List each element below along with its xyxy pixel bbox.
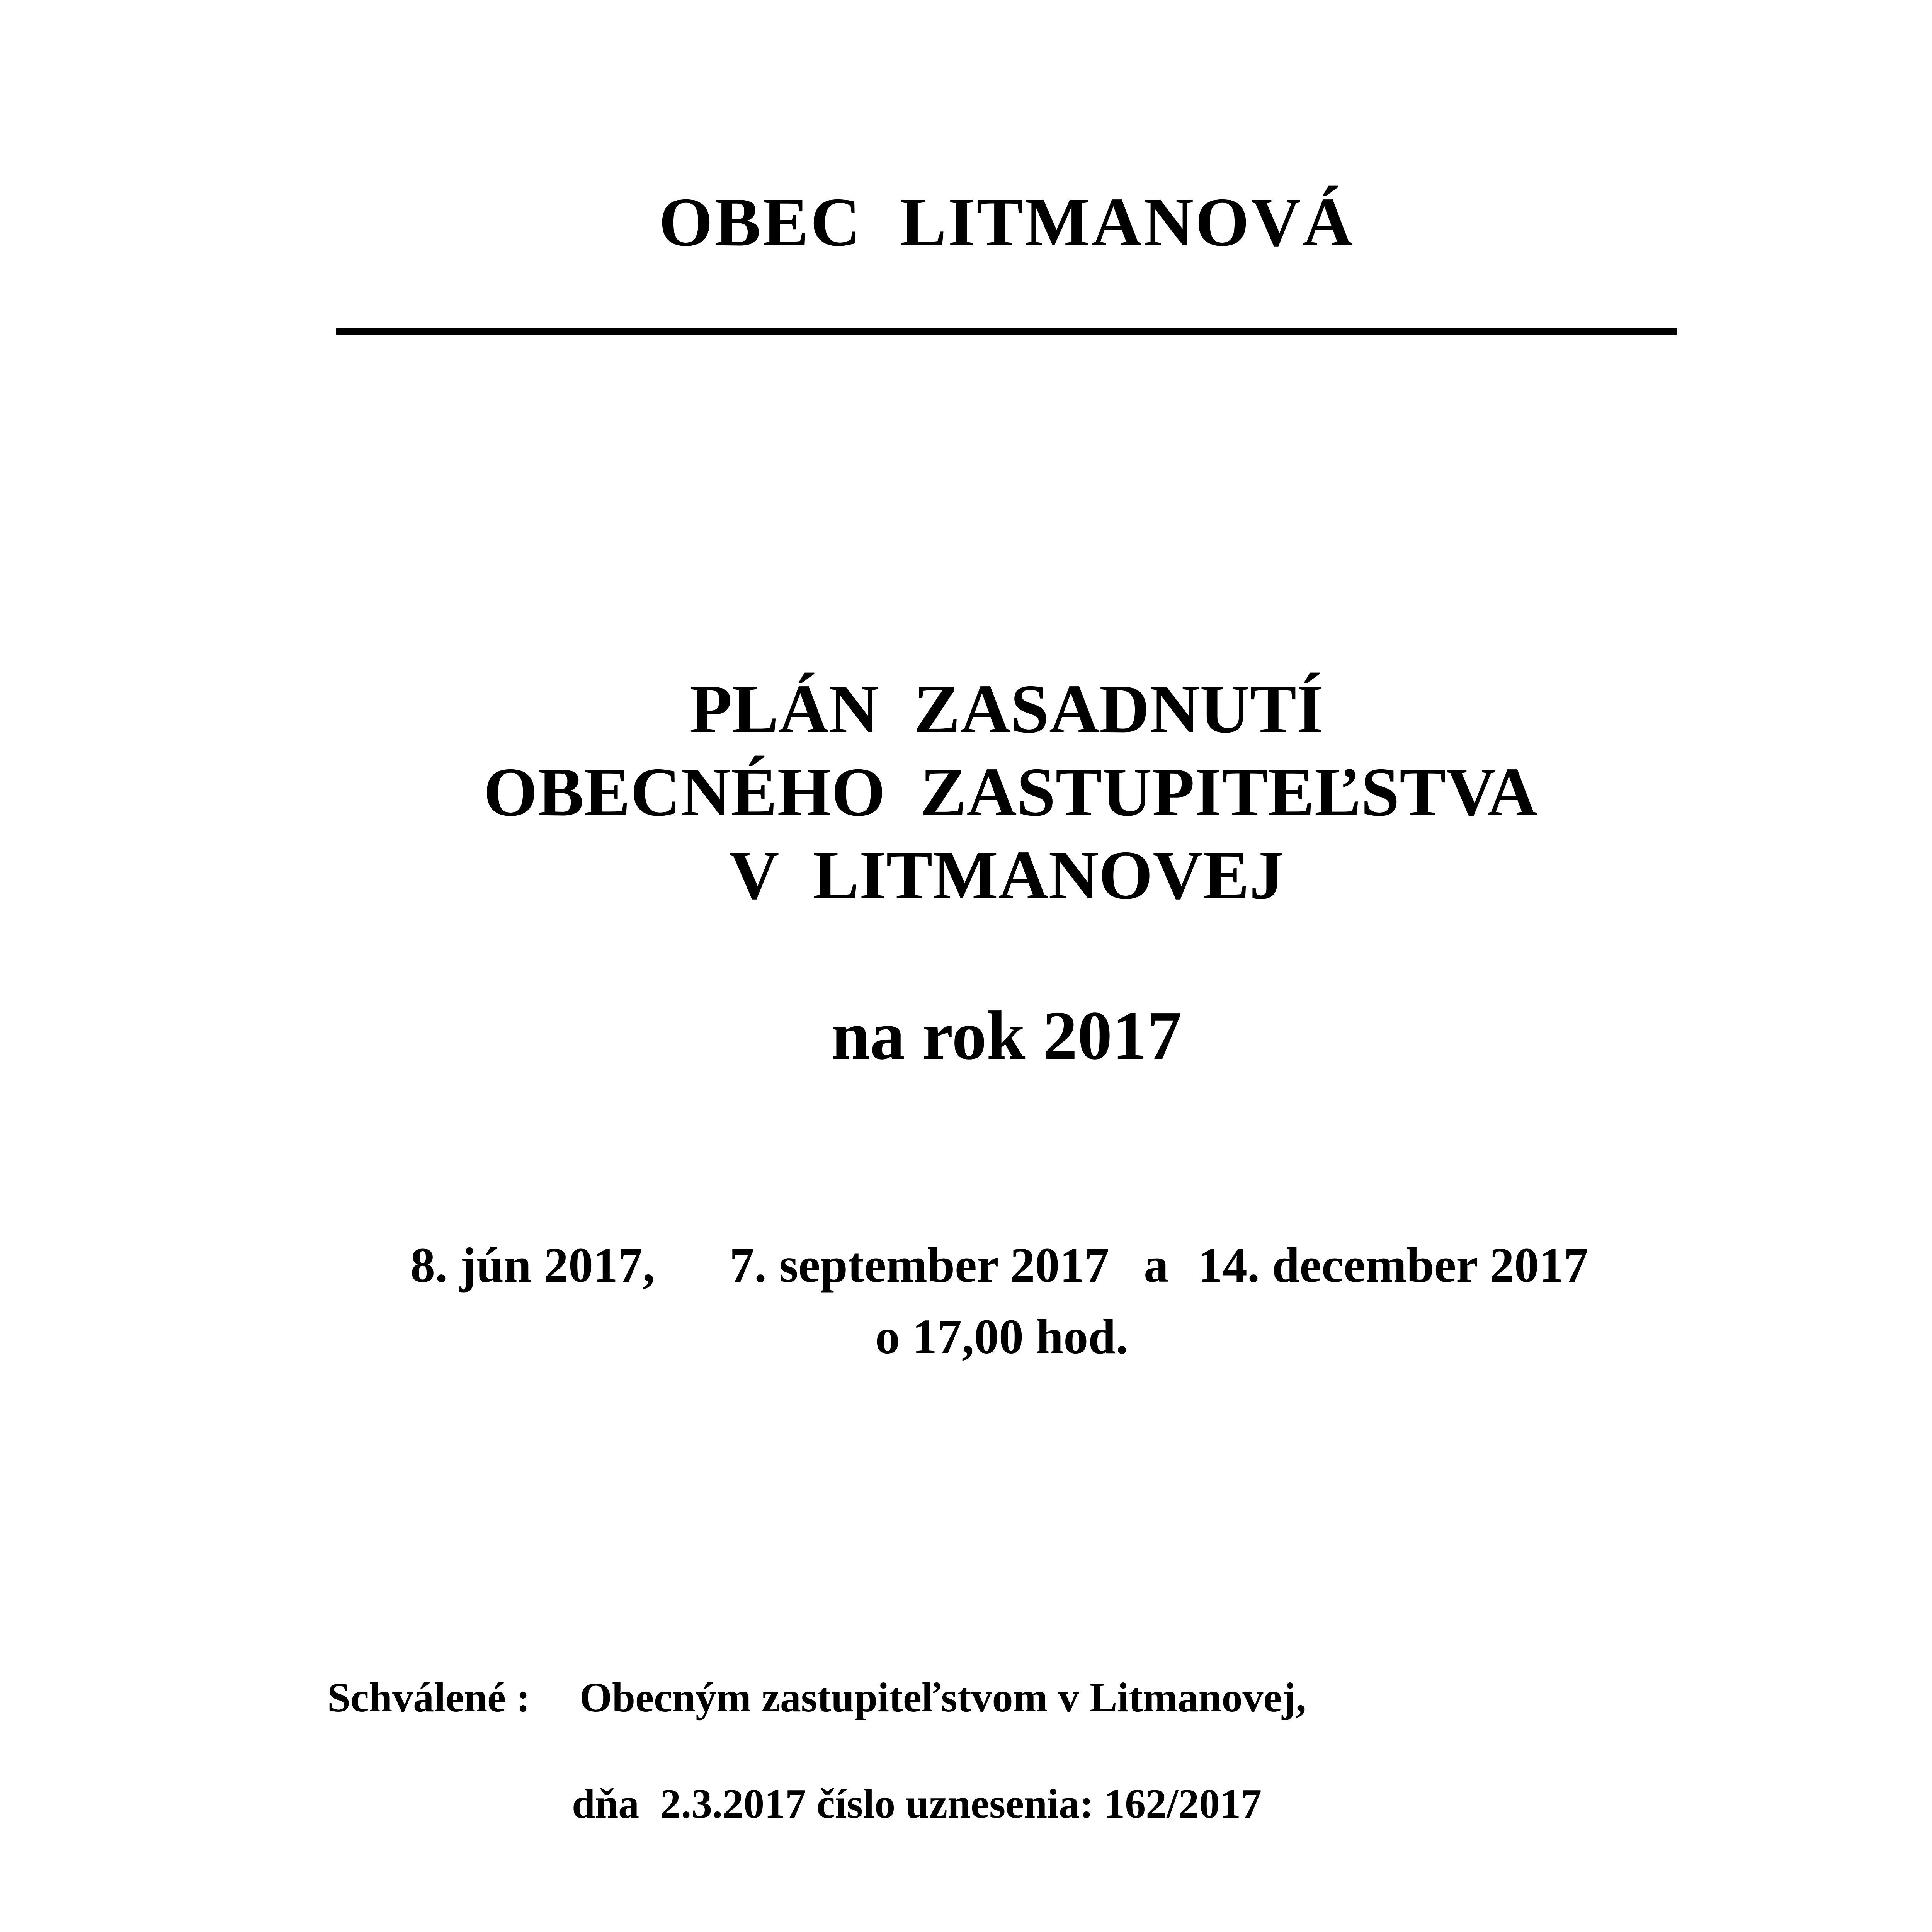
document-title-line-2: OBECNÉHO ZASTUPITEĽSTVA xyxy=(483,753,1537,830)
municipality-title: OBEC LITMANOVÁ xyxy=(658,184,1355,260)
document-title-line-3: V LITMANOVEJ xyxy=(729,837,1284,913)
meeting-time: o 17,00 hod. xyxy=(875,1309,1128,1364)
document-title-line-1: PLÁN ZASADNUTÍ xyxy=(689,670,1324,747)
approval-label: Schválené : xyxy=(327,1675,530,1721)
meeting-date-separator: a xyxy=(1144,1238,1168,1293)
meeting-date-june: 8. jún 2017, xyxy=(410,1238,655,1293)
meeting-date-september: 7. september 2017 xyxy=(730,1238,1109,1293)
header-divider xyxy=(336,328,1677,335)
document-year: na rok 2017 xyxy=(831,997,1182,1074)
approval-date-resolution: dňa 2.3.2017 číslo uznesenia: 162/2017 xyxy=(572,1781,1262,1827)
meeting-date-december: 14. december 2017 xyxy=(1198,1238,1588,1293)
approval-body: Obecným zastupiteľstvom v Litmanovej, xyxy=(580,1675,1306,1721)
